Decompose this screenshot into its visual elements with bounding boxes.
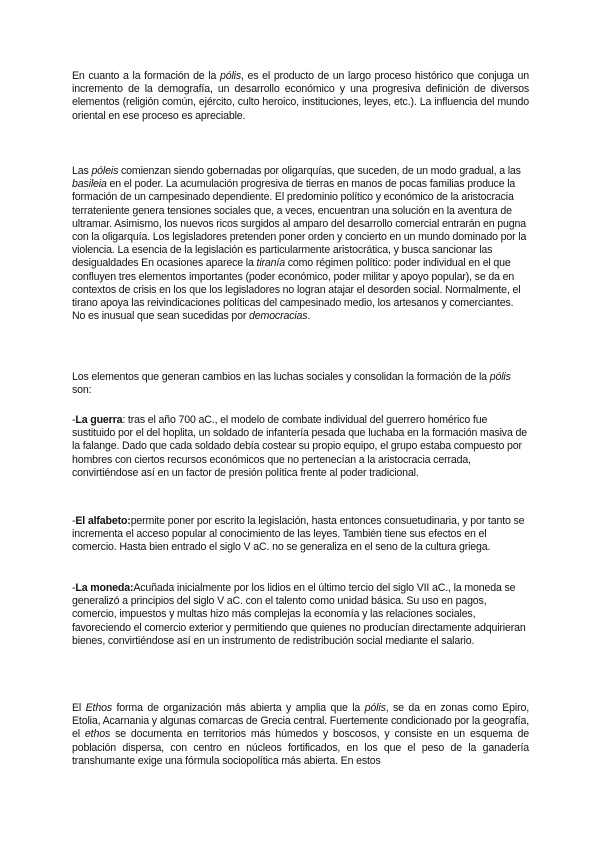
italic-term: Ethos	[85, 702, 112, 714]
italic-term: pólis	[364, 702, 386, 714]
text-span: En cuanto a la formación de la	[72, 70, 220, 82]
text-span: -	[72, 414, 76, 426]
italic-term: tiranía	[256, 257, 285, 270]
text-span: -	[72, 582, 76, 594]
paragraph-poleis-oligarchies	[72, 165, 529, 323]
text-span: : tras el año 700 aC., el modelo de combate individual del guerrero homérico fue sustituido por el del hoplita, un soldado de infantería pesada que luchaba en la formación masiva de la falange. Dado que cada soldado debía costear su propio equipo, el grupo estaba compuesto por hombres con ciertos recursos económicos que no pertenecían a la aristocracia cerrada, convirtiéndose así en un factor de presión política frente al poder tradicional.	[72, 414, 527, 479]
italic-term: ethos	[84, 728, 111, 741]
text-span: Las	[72, 165, 92, 177]
text-span: permite poner por escrito la legislación, hasta entonces consuetudinaria, y por tanto se incrementa el acceso popular al conocimiento de las leyes. También tiene sus efectos en el comercio. Hasta bien entrado el siglo V aC. no se generaliza en el seno de la cultura griega.	[72, 515, 525, 554]
text-span: se documenta en territorios más húmedos y boscosos, y consiste en un esquema de población dispersa, con centro en núcleos fortificados, en los que el peso de la ganadería transhumante exige una fórmula sociopolítica más abierta. En estos	[72, 728, 529, 767]
bold-heading: La guerra	[75, 414, 123, 426]
paragraph-la-moneda	[72, 582, 529, 648]
text-span: en el poder. La acumulación progresiva de tierras en manos de pocas familias produce la formación de un campesinado dependiente. El predominio político y económico de la aristocracia terrateniente genera tensiones sociales que, a veces, encuentran una solución en la aventura de ultramar. Asimismo, los nuevos ricos surgidos al amparo del desarrollo comercial entrarán en pugna con la oligarquía. Los legisladores pretenden poner orden y concierto en un mundo dominado por la violencia. La esencia de la legislación es particularmente aristocrática, y busca sancionar las desigualdades En ocasiones aparece la	[72, 178, 527, 270]
text-span: , es el producto de un largo proceso histórico que conjuga un incremento de la demografía, un desarrollo económico y una progresiva definición de diversos elementos (religión común, ejército, culto heroico, instituciones, leyes, etc.). La influencia del mundo oriental en ese proceso es apreciable.	[72, 70, 529, 122]
text-span: El	[72, 702, 86, 714]
text-span: -	[72, 515, 76, 527]
text-span: Los elementos que generan cambios en las luchas sociales y consolidan la formación de la	[72, 371, 490, 383]
bold-heading: El alfabeto:	[75, 515, 131, 527]
paragraph-elements-intro	[72, 371, 529, 397]
italic-term: basileia	[72, 178, 107, 191]
text-span: como régimen político: poder individual en el que confluyen tres elementos importantes (poder económico, poder militar y apoyo popular), se da en contextos de crisis en los que los legisladores no logran atajar el desorden social. Normalmente, el tirano apoya las reivindicaciones políticas del campesinado medio, los artesanos y comerciantes. No es inusual que sean sucedidas por	[72, 257, 521, 323]
text-span: comienzan siendo gobernadas por oligarquías, que suceden, de un modo gradual, a las	[118, 165, 521, 177]
italic-term: pólis	[489, 371, 511, 383]
text-span: forma de organización más abierta y amplia que la	[111, 702, 365, 714]
paragraph-polis-formation	[72, 70, 529, 123]
text-span: .	[307, 310, 311, 323]
text-span: son:	[72, 384, 92, 397]
paragraph-el-alfabeto	[72, 515, 529, 555]
paragraph-la-guerra	[72, 414, 529, 480]
bold-heading: La moneda:	[75, 582, 134, 594]
text-span: Acuñada inicialmente por los lidios en el último tercio del siglo VII aC., la moneda se generalizó a principios del siglo V aC. con el talento como unidad básica. Su uso en pagos, comercio, impuestos y multas hizo más complejas la economía y las relaciones sociales, favoreciendo el comercio exterior y permitiendo que quienes no producían directamente adquirieran bienes, convirtiéndose así en un instrumento de redistribución social mediante el salario.	[72, 582, 526, 647]
italic-term: democracias	[249, 310, 308, 323]
paragraph-ethos	[72, 702, 529, 768]
italic-term: póleis	[91, 165, 119, 177]
text-span: , se da en zonas como Epiro, Etolia, Acarnania y algunas comarcas de Grecia central. Fuertemente condicionado por la geografía, el	[72, 702, 530, 741]
italic-term: pólis	[219, 70, 242, 82]
